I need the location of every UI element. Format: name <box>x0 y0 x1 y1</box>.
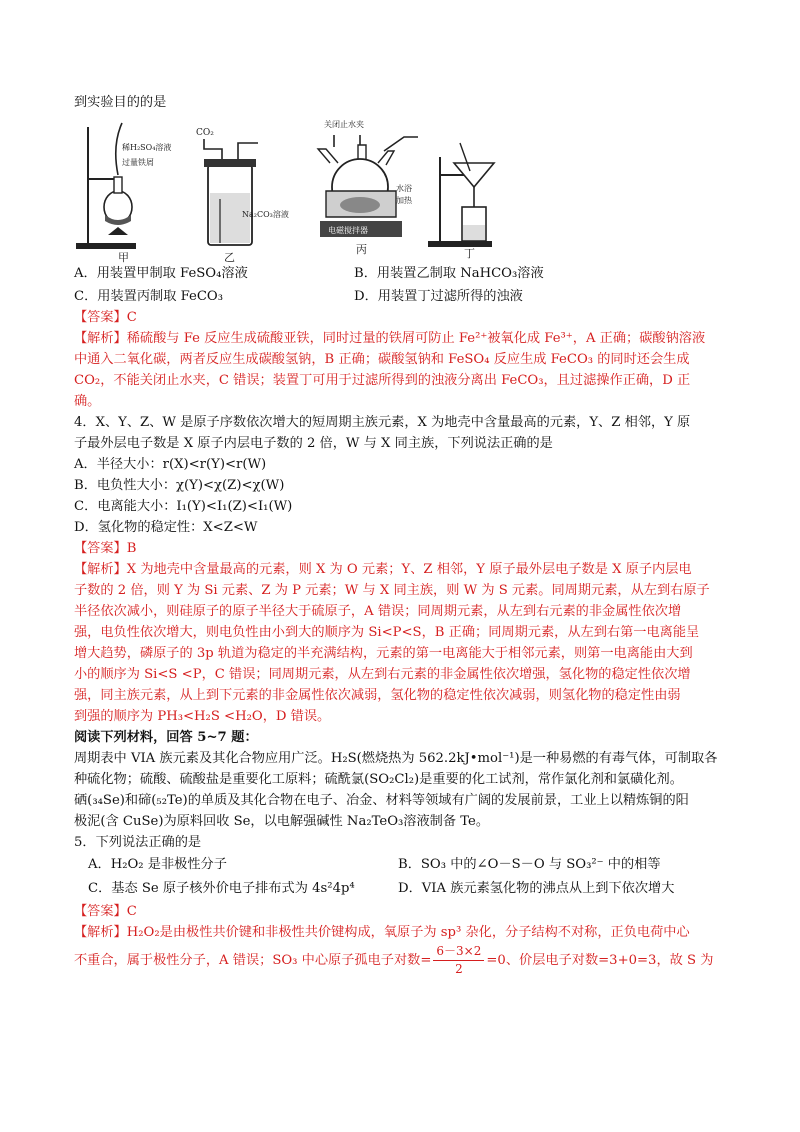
q4-option-b: B．电负性大小：χ(Y)<χ(Z)<χ(W) <box>74 478 285 493</box>
material-line: 种硫化物；硫酸、硫酸盐是重要化工原料；硫酰氯(SO₂Cl₂)是重要的化工试剂，常作氯化剂和氯磺化剂。 <box>74 772 683 787</box>
material-text <box>74 748 734 832</box>
apparatus-figures <box>74 117 734 263</box>
bath-label: 水浴 <box>396 184 412 193</box>
q3-analysis-line: 中通入二氧化碳，两者反应生成碳酸氢钠，B 正确；碳酸氢钠和 FeSO₄ 反应生成 FeCO₃ 的同时还会生成 <box>74 352 690 367</box>
fraction-denominator: 2 <box>455 962 463 976</box>
q5-analysis-label: 【解析】 <box>74 925 127 940</box>
q3-option-c: C．用装置丙制取 FeCO₃ <box>74 289 224 304</box>
q3-option-b: B．用装置乙制取 NaHCO₃溶液 <box>354 266 544 281</box>
q5-stem: 5．下列说法正确的是 <box>74 835 202 850</box>
q5-answer: 【答案】C <box>74 904 137 919</box>
iron-label: 过量铁屑 <box>122 158 154 167</box>
q4-option-c: C．电离能大小：I₁(Y)<I₁(Z)<I₁(W) <box>74 499 293 514</box>
heat-label: 加热 <box>396 196 412 205</box>
material-line: 极泥(含 CuSe)为原料回收 Se，以电解强碱性 Na₂TeO₃溶液制备 Te。 <box>74 814 490 829</box>
q3-options <box>74 263 734 307</box>
q5-option-b: B．SO₃ 中的∠O－S－O 与 SO₃²⁻ 中的相等 <box>398 857 661 872</box>
q3-analysis-line: 稀硫酸与 Fe 反应生成硫酸亚铁，同时过量的铁屑可防止 Fe²⁺被氧化成 Fe³⁺，A 正确；碳酸钠溶液 <box>126 331 706 346</box>
material-heading: 阅读下列材料，回答 5~7 题： <box>74 730 258 745</box>
q3-option-a: A．用装置甲制取 FeSO₄溶液 <box>74 266 248 281</box>
q5-option-a: A．H₂O₂ 是非极性分子 <box>88 857 227 872</box>
q5-options <box>74 853 734 901</box>
q5-option-d: D．VIA 族元素氢化物的沸点从上到下依次增大 <box>398 881 675 896</box>
q3-option-d: D．用装置丁过滤所得的浊液 <box>354 289 523 304</box>
q3-analysis <box>74 328 734 412</box>
q4-analysis-line: 强，电负性依次增大，则电负性由小到大的顺序为 Si<P<S，B 正确；同周期元素，从左到右第一电离能呈 <box>74 625 700 640</box>
material-line: 周期表中 VIA 族元素及其化合物应用广泛。H₂S(燃烧热为 562.2kJ•mol⁻¹)是一种易燃的有毒气体，可制取各 <box>74 751 718 766</box>
q4-analysis-line: 强，同主族元素，从上到下元素的非金属性依次减弱，氢化物的稳定性依次减弱，则氢化物的稳定性由弱 <box>74 688 681 703</box>
co2-label: CO₂ <box>196 128 214 138</box>
q5-analysis-line: H₂O₂是由极性共价键和非极性共价键构成，氧原子为 sp³ 杂化，分子结构不对称，正负电荷中心 <box>126 925 690 940</box>
document-page <box>74 92 734 979</box>
q4-option-a: A．半径大小：r(X)<r(Y)<r(W) <box>74 457 267 472</box>
apparatus-bing-diagram <box>300 117 430 263</box>
na2co3-label: Na₂CO₃溶液 <box>242 210 289 219</box>
fraction-numerator: 6－3×2 <box>433 943 484 961</box>
q5-analysis <box>74 922 734 979</box>
q4-analysis-line: 到强的顺序为 PH₃<H₂S <H₂O，D 错误。 <box>74 709 331 724</box>
q4-analysis-label: 【解析】 <box>74 562 127 577</box>
fig-label-bing: 丙 <box>356 243 367 256</box>
fig-label-yi: 乙 <box>224 251 235 263</box>
q4-analysis-line: 增大趋势，磷原子的 3p 轨道为稳定的半充满结构，元素的第一电离能大于相邻元素，则第一电离能由大到 <box>74 646 693 661</box>
q4-stem-line: 子最外层电子数是 X 原子内层电子数的 2 倍，W 与 X 同主族，下列说法正确的是 <box>74 436 553 451</box>
q3-analysis-line: 确。 <box>74 394 101 409</box>
stirrer-label: 电磁搅拌器 <box>328 226 368 235</box>
lone-pair-fraction <box>433 943 484 978</box>
fig-label-jia: 甲 <box>118 251 129 263</box>
q3-answer: 【答案】C <box>74 310 137 325</box>
q5-analysis-line2-post: =0、价层电子对数=3+0=3，故 S 为 <box>486 953 714 968</box>
q3-intro-tail: 到实验目的的是 <box>74 95 167 110</box>
q4-analysis-line: X 为地壳中含量最高的元素，则 X 为 O 元素；Y、Z 相邻，Y 原子最外层电子数是 X 原子内层电 <box>126 562 692 577</box>
clamp-label: 关闭止水夹 <box>324 120 364 129</box>
q4-analysis-line: 小的顺序为 Si<S <P，C 错误；同周期元素，从左到右元素的非金属性依次增强，氢化物的稳定性依次增 <box>74 667 691 682</box>
q4-answer: 【答案】B <box>74 541 137 556</box>
q5-analysis-line2-pre: 不重合，属于极性分子，A 错误；SO₃ 中心原子孤电子对数= <box>74 953 432 968</box>
fig-label-ding: 丁 <box>464 247 475 260</box>
material-line: 硒(₃₄Se)和碲(₅₂Te)的单质及其化合物在电子、冶金、材料等领域有广阔的发展前景，工业上以精炼铜的阳 <box>74 793 689 808</box>
q3-analysis-label: 【解析】 <box>74 331 127 346</box>
q4-analysis-line: 子数的 2 倍，则 Y 为 Si 元素、Z 为 P 元素；W 与 X 同主族，则 W 为 S 元素。同周期元素，从左到右原子 <box>74 583 710 598</box>
q3-analysis-line: CO₂，不能关闭止水夹，C 错误；装置丁可用于过滤所得到的浊液分离出 FeCO₃，且过滤操作正确，D 正 <box>74 373 691 388</box>
q4-option-d: D．氢化物的稳定性：X<Z<W <box>74 520 258 535</box>
q4-analysis-line: 半径依次减小，则硅原子的原子半径大于硫原子，A 错误；同周期元素，从左到右元素的非金属性依次增 <box>74 604 682 619</box>
q5-option-c: C．基态 Se 原子核外价电子排布式为 4s²4p⁴ <box>88 881 355 896</box>
apparatus-jia-diagram <box>74 117 174 263</box>
apparatus-ding-diagram <box>424 117 524 263</box>
acid-label: 稀H₂SO₄溶液 <box>122 143 172 152</box>
apparatus-yi-diagram <box>194 117 304 263</box>
q4-analysis <box>74 559 734 727</box>
q4-stem-line: 4．X、Y、Z、W 是原子序数依次增大的短周期主族元素，X 为地壳中含量最高的元素，Y、Z 相邻，Y 原 <box>74 415 691 430</box>
